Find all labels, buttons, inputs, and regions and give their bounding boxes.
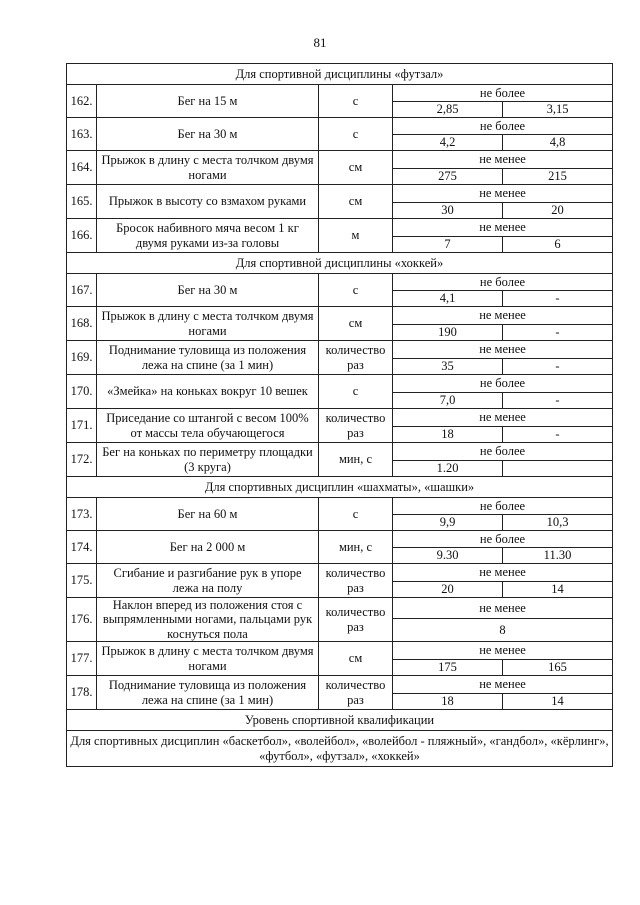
exercise-name: Прыжок в длину с места толчком двумя ногами — [97, 307, 319, 341]
row-number: 174. — [67, 531, 97, 564]
section-title: Для спортивной дисциплины «футзал» — [67, 64, 613, 85]
table-row — [67, 564, 613, 582]
condition-cell: не более — [393, 274, 613, 291]
value-cell-2: - — [503, 427, 613, 443]
exercise-name: Сгибание и разгибание рук в упоре лежа на полу — [97, 564, 319, 598]
row-number: 162. — [67, 85, 97, 118]
condition-cell: не менее — [393, 151, 613, 169]
row-number: 176. — [67, 598, 97, 642]
value-cell-2: 14 — [503, 694, 613, 710]
condition-cell: не более — [393, 375, 613, 393]
value-cell-1: 190 — [393, 325, 503, 341]
unit-cell: количество раз — [319, 676, 393, 710]
unit-cell: с — [319, 85, 393, 118]
exercise-name: Бег на 30 м — [97, 274, 319, 307]
table-row — [67, 443, 613, 461]
unit-cell: м — [319, 219, 393, 253]
table-row — [67, 598, 613, 619]
condition-cell: не менее — [393, 564, 613, 582]
unit-cell: см — [319, 307, 393, 341]
row-number: 167. — [67, 274, 97, 307]
qualification-title: Уровень спортивной квалификации — [67, 710, 613, 731]
exercise-name: Бег на 2 000 м — [97, 531, 319, 564]
table-row — [67, 642, 613, 660]
value-cell-2: 20 — [503, 203, 613, 219]
condition-cell: не менее — [393, 341, 613, 359]
row-number: 177. — [67, 642, 97, 676]
value-cell-1: 18 — [393, 427, 503, 443]
exercise-name: Поднимание туловища из положения лежа на спине (за 1 мин) — [97, 676, 319, 710]
unit-cell: количество раз — [319, 409, 393, 443]
value-cell-1: 2,85 — [393, 102, 503, 118]
unit-cell: с — [319, 498, 393, 531]
value-cell-2: 10,3 — [503, 515, 613, 531]
unit-cell: мин, с — [319, 443, 393, 477]
exercise-name: Поднимание туловища из положения лежа на спине (за 1 мин) — [97, 341, 319, 375]
value-cell-2: - — [503, 325, 613, 341]
value-cell-2: - — [503, 291, 613, 307]
table-row — [67, 118, 613, 135]
section-header-row — [67, 64, 613, 85]
value-cell-1: 9,9 — [393, 515, 503, 531]
unit-cell: см — [319, 642, 393, 676]
condition-cell: не более — [393, 118, 613, 135]
standards-table — [66, 63, 613, 767]
exercise-name: Прыжок в высоту со взмахом руками — [97, 185, 319, 219]
condition-cell: не более — [393, 531, 613, 548]
unit-cell: см — [319, 185, 393, 219]
value-cell-2: - — [503, 359, 613, 375]
exercise-name: Приседание со штангой с весом 100% от массы тела обучающегося — [97, 409, 319, 443]
unit-cell: см — [319, 151, 393, 185]
value-cell-2: 11.30 — [503, 548, 613, 564]
table-row — [67, 185, 613, 203]
value-cell-1: 4,2 — [393, 135, 503, 151]
unit-cell: количество раз — [319, 598, 393, 642]
value-cell-1: 35 — [393, 359, 503, 375]
value-cell-2: 165 — [503, 660, 613, 676]
table-row — [67, 531, 613, 548]
exercise-name: Наклон вперед из положения стоя с выпрямленными ногами, пальцами рук коснуться пола — [97, 598, 319, 642]
row-number: 164. — [67, 151, 97, 185]
section-header-row — [67, 253, 613, 274]
row-number: 165. — [67, 185, 97, 219]
table-row — [67, 676, 613, 694]
value-cell-2: 215 — [503, 169, 613, 185]
exercise-name: «Змейка» на коньках вокруг 10 вешек — [97, 375, 319, 409]
row-number: 170. — [67, 375, 97, 409]
condition-cell: не менее — [393, 307, 613, 325]
value-cell-1: 275 — [393, 169, 503, 185]
row-number: 169. — [67, 341, 97, 375]
exercise-name: Прыжок в длину с места толчком двумя ногами — [97, 151, 319, 185]
value-cell-1: 175 — [393, 660, 503, 676]
value-cell-1: 30 — [393, 203, 503, 219]
value-cell-1: 18 — [393, 694, 503, 710]
condition-cell: не менее — [393, 598, 613, 619]
value-cell-2: 14 — [503, 582, 613, 598]
row-number: 175. — [67, 564, 97, 598]
exercise-name: Бег на 30 м — [97, 118, 319, 151]
value-cell-1: 9.30 — [393, 548, 503, 564]
row-number: 171. — [67, 409, 97, 443]
unit-cell: с — [319, 274, 393, 307]
section-header-row — [67, 477, 613, 498]
unit-cell: количество раз — [319, 341, 393, 375]
section-title: Для спортивной дисциплины «хоккей» — [67, 253, 613, 274]
unit-cell: с — [319, 375, 393, 409]
value-cell-1: 7,0 — [393, 393, 503, 409]
row-number: 163. — [67, 118, 97, 151]
unit-cell: мин, с — [319, 531, 393, 564]
exercise-name: Бег на 60 м — [97, 498, 319, 531]
exercise-name: Бег на 15 м — [97, 85, 319, 118]
table-row — [67, 274, 613, 291]
section-title: Для спортивных дисциплин «шахматы», «шашки» — [67, 477, 613, 498]
table-row — [67, 151, 613, 169]
table-row — [67, 85, 613, 102]
exercise-name: Прыжок в длину с места толчком двумя ногами — [97, 642, 319, 676]
condition-cell: не менее — [393, 409, 613, 427]
row-number: 166. — [67, 219, 97, 253]
row-number: 178. — [67, 676, 97, 710]
table-row — [67, 498, 613, 515]
page-number: 81 — [313, 35, 327, 50]
table-row — [67, 375, 613, 393]
table-row — [67, 307, 613, 325]
value-cell-2: 4,8 — [503, 135, 613, 151]
table-row — [67, 219, 613, 237]
merged-value-cell: 8 — [393, 618, 613, 641]
value-cell-2 — [503, 461, 613, 477]
exercise-name: Бег на коньках по периметру площадки (3 круга) — [97, 443, 319, 477]
value-cell-1: 7 — [393, 237, 503, 253]
qualification-header-row — [67, 710, 613, 731]
condition-cell: не менее — [393, 185, 613, 203]
condition-cell: не более — [393, 443, 613, 461]
unit-cell: количество раз — [319, 564, 393, 598]
condition-cell: не менее — [393, 219, 613, 237]
qualification-row — [67, 731, 613, 767]
table-row — [67, 409, 613, 427]
value-cell-1: 1.20 — [393, 461, 503, 477]
value-cell-2: - — [503, 393, 613, 409]
condition-cell: не менее — [393, 642, 613, 660]
condition-cell: не более — [393, 498, 613, 515]
value-cell-2: 6 — [503, 237, 613, 253]
value-cell-1: 20 — [393, 582, 503, 598]
unit-cell: с — [319, 118, 393, 151]
row-number: 168. — [67, 307, 97, 341]
condition-cell: не менее — [393, 676, 613, 694]
row-number: 173. — [67, 498, 97, 531]
table-row — [67, 341, 613, 359]
row-number: 172. — [67, 443, 97, 477]
exercise-name: Бросок набивного мяча весом 1 кг двумя руками из-за головы — [97, 219, 319, 253]
condition-cell: не более — [393, 85, 613, 102]
value-cell-1: 4,1 — [393, 291, 503, 307]
value-cell-2: 3,15 — [503, 102, 613, 118]
qualification-text: Для спортивных дисциплин «баскетбол», «волейбол», «волейбол - пляжный», «гандбол», «кёрлинг», «футбол», «футзал», «хоккей» — [67, 731, 613, 767]
